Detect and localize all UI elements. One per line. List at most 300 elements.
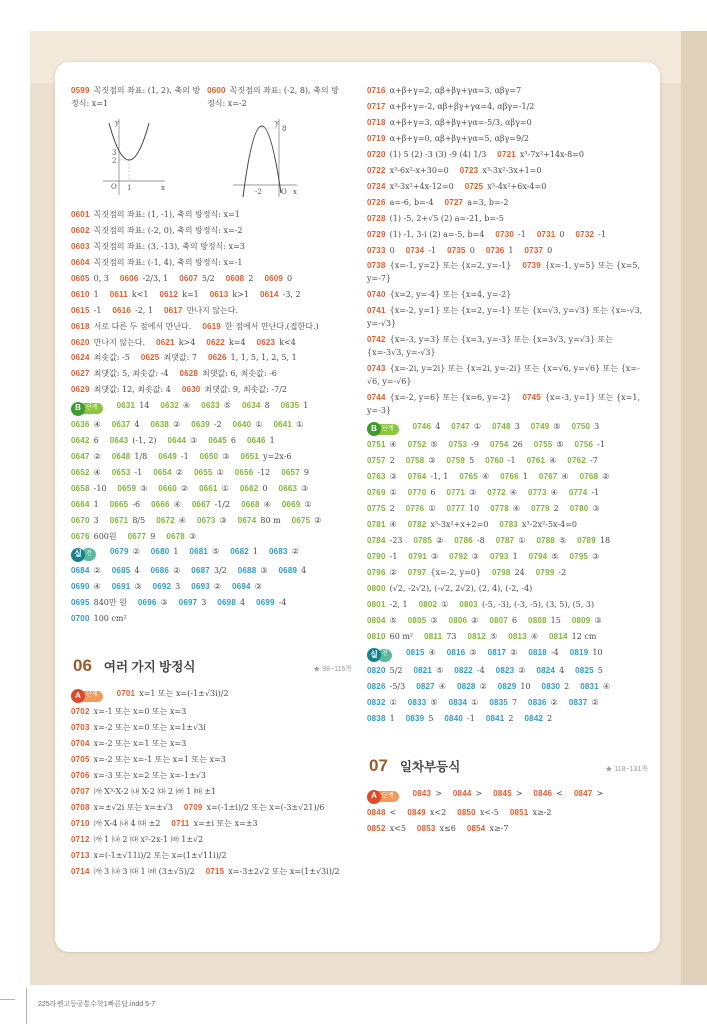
answer-item (407, 808, 446, 817)
answer-item (71, 707, 186, 716)
answer-line (367, 681, 648, 694)
answer-item (247, 436, 275, 445)
item-answer: -8 (476, 536, 485, 546)
item-answer: -2 (213, 419, 222, 429)
answer-line (71, 368, 352, 381)
item-answer: 최댓값: 5, 최솟값: -4 (93, 369, 169, 379)
item-number: 0750 (571, 421, 591, 431)
answer-item (208, 436, 236, 445)
item-number: 0738 (367, 261, 386, 271)
item-answer: ① (441, 599, 449, 609)
item-answer: ① (389, 488, 397, 498)
item-number: 0808 (528, 615, 547, 625)
item-answer: 1 (173, 547, 179, 557)
answer-item (465, 182, 547, 191)
answer-item (408, 698, 438, 707)
item-answer: ③ (428, 456, 436, 466)
answer-line (71, 257, 352, 270)
item-number: 0658 (71, 483, 90, 493)
answer-item (367, 568, 397, 577)
item-number: 0707 (71, 787, 90, 796)
item-number: 0648 (111, 451, 131, 461)
answer-item (449, 698, 479, 707)
answer-item (191, 566, 226, 575)
item-answer: 6 (430, 488, 436, 498)
item-answer: -4 (476, 666, 485, 676)
item-number: 0626 (207, 353, 227, 363)
answer-line (71, 597, 352, 610)
item-number: 0826 (367, 682, 386, 692)
answer-item (71, 226, 242, 235)
answer-item (492, 422, 520, 431)
item-number: 0749 (530, 421, 550, 431)
item-answer: ② (591, 698, 599, 708)
answer-line (71, 273, 352, 286)
answer-line (367, 133, 648, 146)
answer-item (536, 568, 566, 577)
item-number: 0778 (490, 504, 509, 514)
item-number: 0680 (150, 547, 170, 557)
answer-item (487, 488, 517, 497)
item-number: 0634 (241, 401, 261, 411)
answer-item (367, 520, 397, 529)
answer-item (467, 632, 497, 641)
item-number: 0801 (367, 599, 386, 609)
answer-item (367, 584, 532, 593)
answer-item (367, 504, 395, 513)
item-number: 0599 (71, 86, 90, 95)
answer-item (240, 452, 291, 461)
item-answer: 0 (262, 483, 268, 493)
answer-item (534, 440, 564, 449)
item-answer: ③ (430, 615, 438, 625)
item-number: 0814 (549, 631, 568, 641)
answer-item (200, 452, 230, 461)
item-number: 0837 (568, 698, 588, 708)
item-number: 0697 (178, 597, 198, 607)
answer-item (413, 666, 443, 675)
answer-item (534, 789, 563, 798)
answer-item (71, 500, 99, 509)
item-answer: ③ (469, 488, 477, 498)
answer-item (206, 338, 245, 347)
answer-line (367, 599, 648, 612)
answer-item (112, 566, 140, 575)
answer-line (367, 535, 648, 548)
item-number: 0687 (191, 565, 210, 575)
x-tick-label: -2 (255, 187, 262, 196)
answer-item (71, 771, 206, 780)
item-answer: 2 (389, 504, 395, 514)
answer-item (256, 598, 286, 607)
item-number: 0769 (367, 488, 386, 498)
item-answer: 최댓값: 7 (163, 353, 197, 363)
item-number: 0839 (405, 714, 425, 724)
answer-item (510, 808, 552, 817)
item-answer: 80 m (260, 515, 281, 525)
item-number: 0729 (367, 229, 386, 239)
item-answer: k=4 (228, 337, 246, 347)
item-answer: ④ (178, 515, 186, 525)
item-number: 0613 (209, 289, 229, 299)
answer-item (242, 401, 270, 410)
item-answer: -1 (597, 440, 605, 450)
item-number: 0835 (489, 698, 508, 708)
answer-item (542, 682, 570, 691)
item-answer: ① (216, 467, 224, 477)
item-number: 0637 (111, 419, 131, 429)
answer-item (233, 420, 263, 429)
item-answer: -12 (257, 467, 271, 477)
answer-line (71, 467, 352, 480)
item-answer: -1, 1 (430, 472, 449, 482)
answer-item (71, 85, 203, 111)
item-number: 0640 (232, 419, 252, 429)
answer-line (367, 289, 648, 302)
answer-item (264, 274, 292, 283)
item-answer: x≤6 (439, 823, 456, 833)
item-answer: 3/2 (213, 565, 227, 575)
item-number: 0741 (367, 306, 386, 316)
item-answer: < (556, 789, 563, 799)
answer-line (71, 834, 352, 847)
item-number: 0603 (71, 241, 90, 251)
item-number: 0794 (528, 552, 548, 562)
answer-item (406, 504, 436, 513)
item-answer: -1 (598, 229, 606, 239)
answer-item (71, 484, 107, 493)
item-number: 0774 (568, 488, 588, 498)
item-number: 0728 (367, 213, 386, 223)
item-answer: ⑤ (223, 401, 231, 411)
item-number: 0726 (367, 197, 386, 207)
answer-item (179, 369, 276, 378)
item-answer: x=±i 또는 x=±3 (193, 818, 258, 828)
item-answer: ③ (254, 581, 262, 591)
answer-item (569, 488, 599, 497)
answer-item (71, 614, 127, 623)
answer-item (367, 166, 449, 175)
answer-item (367, 698, 397, 707)
item-number: 0688 (237, 565, 257, 575)
answer-item (451, 422, 481, 431)
answer-item (536, 666, 564, 675)
answer-item (235, 468, 271, 477)
item-answer: ③ (389, 472, 397, 482)
item-answer: ④ (93, 581, 101, 591)
answer-item (406, 648, 436, 657)
answer-item (569, 552, 599, 561)
answer-item (71, 385, 171, 394)
item-number: 0803 (459, 599, 478, 609)
answer-item (572, 616, 602, 625)
item-answer: 꼭짓점의 좌표: (3, -13), 축의 방정식: x=3 (93, 241, 245, 251)
item-answer: 8 (264, 401, 270, 411)
answer-item (531, 422, 561, 431)
item-number: 0719 (367, 133, 386, 143)
item-number: 0632 (160, 401, 179, 411)
answer-item (118, 484, 148, 493)
answer-item (528, 616, 561, 625)
item-number: 0819 (569, 647, 589, 657)
answer-item (71, 851, 227, 860)
answer-item (446, 456, 474, 465)
item-number: 0771 (446, 488, 466, 498)
item-answer: 8/5 (132, 515, 146, 525)
item-answer: ② (173, 565, 181, 575)
item-answer: -9 (471, 440, 479, 450)
answer-line (71, 225, 352, 238)
item-answer: < (389, 807, 397, 817)
item-number: 0692 (152, 581, 172, 591)
item-number: 0693 (191, 581, 210, 591)
item-answer: 4 (134, 565, 140, 575)
item-answer: ② (389, 568, 397, 578)
answer-item (549, 632, 596, 641)
answer-item (367, 306, 642, 328)
answer-item (496, 666, 526, 675)
item-answer: ② (175, 467, 183, 477)
section-title: 여러 가지 방정식 (103, 659, 196, 674)
item-number: 0836 (528, 698, 547, 708)
item-answer: 10 (592, 647, 603, 657)
item-number: 0630 (181, 385, 201, 395)
answer-item (444, 714, 474, 723)
badge-sub-label: 단계 (82, 403, 103, 414)
answer-item (406, 456, 436, 465)
answer-line (367, 503, 648, 516)
item-number: 0789 (577, 536, 596, 546)
item-number: 0818 (528, 647, 547, 657)
item-answer: α+β+γ=2, αβ+βγ+γα=3, αβγ=7 (389, 86, 522, 95)
item-number: 0792 (449, 552, 468, 562)
item-answer: x<5 (389, 823, 406, 833)
item-answer: x³-3x²+x+2=0 (430, 520, 489, 530)
item-number: 0607 (179, 273, 198, 283)
item-answer: (1) -5, 2+√5 (2) a=-21, b=-5 (389, 213, 504, 223)
answer-line (367, 647, 648, 662)
section-title: 일차부등식 (399, 760, 461, 775)
item-answer: {x=-2, y=0} (430, 568, 481, 578)
answer-item (71, 867, 195, 876)
item-answer: ⑤ (430, 440, 438, 450)
answer-item (367, 552, 397, 561)
item-answer: 최댓값: 6, 최솟값: -6 (202, 369, 277, 379)
answer-line (71, 435, 352, 448)
item-number: 0853 (416, 823, 436, 833)
answer-line (367, 807, 648, 820)
item-answer: -10 (93, 483, 107, 493)
answer-item (156, 516, 186, 525)
item-number: 0723 (459, 165, 479, 175)
answer-item (467, 824, 509, 833)
answer-item (367, 182, 454, 191)
item-number: 0791 (408, 552, 428, 562)
item-number: 0842 (524, 714, 544, 724)
item-answer: 6 (230, 435, 237, 445)
item-number: 0691 (111, 581, 131, 591)
badge-main-label: B (71, 402, 85, 416)
answer-item (156, 338, 195, 347)
item-answer: ③ (592, 504, 600, 514)
answer-item (485, 456, 515, 465)
item-answer: 5 (469, 456, 475, 466)
item-answer: 꼭짓점의 좌표: (1, 2), 축의 방정식: x=1 (71, 86, 201, 108)
item-number: 0706 (71, 771, 90, 781)
item-number: 0620 (71, 337, 90, 347)
answer-item (580, 472, 610, 481)
item-answer: 9 (303, 467, 309, 477)
section-page-ref: ★ 118~131쪽 (605, 766, 648, 774)
answer-line (367, 363, 648, 389)
item-number: 0828 (456, 682, 476, 692)
answer-item (367, 230, 484, 239)
item-number: 0602 (71, 225, 90, 235)
item-number: 0636 (71, 419, 90, 429)
answer-line (71, 289, 352, 302)
answer-line (71, 499, 352, 512)
item-number: 0617 (163, 305, 183, 315)
answer-item (71, 566, 101, 575)
item-answer: ㈎ X³-X-2 ㈏ X-2 ㈐ 2 ㈑ 1 ㈒ ±1 (93, 787, 217, 796)
item-number: 0780 (569, 504, 589, 514)
item-answer: 6 (93, 435, 99, 445)
item-answer: 2 (553, 504, 559, 514)
answer-line (71, 850, 352, 863)
item-number: 0846 (533, 789, 553, 799)
answer-line (71, 531, 352, 544)
item-answer: 3 (93, 515, 99, 525)
item-number: 0671 (109, 515, 129, 525)
item-number: 0645 (208, 435, 227, 445)
item-number: 0777 (446, 504, 466, 514)
item-number: 0753 (448, 440, 468, 450)
answer-line (367, 439, 648, 452)
answer-line (71, 451, 352, 464)
answer-item (367, 150, 486, 159)
answer-item (575, 440, 605, 449)
item-number: 0727 (444, 197, 464, 207)
item-number: 0787 (495, 536, 515, 546)
item-answer: 0 (547, 245, 553, 255)
item-number: 0779 (531, 504, 550, 514)
answer-item (110, 500, 140, 509)
item-number: 0807 (489, 615, 508, 625)
answer-item (447, 246, 475, 255)
page-gutter-strip (681, 31, 707, 985)
answer-item (367, 198, 434, 207)
answer-item (71, 258, 242, 267)
answer-item (197, 516, 227, 525)
answer-line (71, 786, 352, 799)
item-answer: y=2x-6 (263, 451, 292, 461)
answer-line (367, 823, 648, 836)
item-number: 0748 (492, 421, 511, 431)
item-answer: ① (304, 499, 312, 509)
answer-line (367, 334, 648, 360)
item-answer: 최댓값: 12, 최솟값: 4 (93, 385, 171, 395)
answer-item (138, 598, 168, 607)
item-number: 0679 (110, 547, 129, 557)
answer-item (241, 500, 271, 509)
answer-line (71, 722, 352, 735)
item-answer: ④ (481, 472, 490, 482)
answer-item (151, 500, 181, 509)
item-number: 0665 (109, 499, 129, 509)
answer-line (367, 455, 648, 468)
item-number: 0840 (444, 714, 464, 724)
item-number: 0825 (575, 666, 594, 676)
badge-sub-label: 단계 (378, 424, 399, 435)
item-answer: k>1 (232, 289, 249, 299)
answer-line (367, 392, 648, 418)
answer-line (71, 352, 352, 365)
item-number: 0834 (448, 698, 468, 708)
item-number: 0827 (416, 682, 435, 692)
answer-line (71, 738, 352, 751)
item-number: 0708 (71, 802, 90, 812)
item-answer: 4 (559, 666, 565, 676)
answer-item (71, 353, 130, 362)
answer-item (529, 552, 559, 561)
item-number: 0854 (466, 823, 486, 833)
answer-item (531, 504, 559, 513)
item-answer: {x=-3, y=3} 또는 {x=3, y=-3} 또는 {x=3√3, y=√3} 또는 {x=-3√3, y=-√3} (367, 335, 614, 358)
item-number: 0711 (171, 818, 190, 828)
answer-item (406, 714, 434, 723)
answer-line (367, 149, 648, 162)
item-answer: ⑤ (212, 547, 220, 557)
answer-item (112, 306, 153, 315)
item-number: 0754 (489, 440, 509, 450)
item-number: 0703 (71, 723, 90, 733)
item-number: 0664 (71, 499, 90, 509)
answer-item (449, 440, 479, 449)
item-answer: ② (550, 698, 558, 708)
item-answer: -2, 1 (135, 305, 153, 315)
item-answer: ③ (471, 552, 479, 562)
item-number: 0676 (71, 531, 90, 541)
item-number: 0689 (278, 565, 298, 575)
item-answer: ④ (389, 440, 397, 450)
answer-item (424, 632, 456, 641)
answer-line (367, 197, 648, 210)
answer-item (226, 274, 254, 283)
item-answer: 2 (248, 273, 254, 283)
item-number: 0782 (407, 520, 427, 530)
item-number: 0764 (407, 472, 427, 482)
item-answer: 1 (508, 245, 514, 255)
answer-item (153, 468, 183, 477)
item-answer: x=-1 또는 x=0 또는 x=3 (93, 707, 187, 717)
item-answer: ① (428, 504, 436, 514)
answer-item (120, 274, 168, 283)
item-answer: ④ (530, 631, 539, 641)
item-answer: ③ (301, 483, 309, 493)
item-answer: 0 (469, 245, 475, 255)
item-number: 0674 (237, 515, 257, 525)
item-number: 0800 (367, 584, 386, 594)
answer-item (71, 755, 226, 764)
answer-item (112, 468, 142, 477)
item-number: 0746 (412, 421, 432, 431)
level-badge-a (71, 689, 103, 703)
answer-item (495, 230, 525, 239)
section-heading (73, 656, 352, 676)
answer-item (454, 536, 484, 545)
item-number: 0683 (268, 547, 288, 557)
answer-item (269, 547, 299, 556)
